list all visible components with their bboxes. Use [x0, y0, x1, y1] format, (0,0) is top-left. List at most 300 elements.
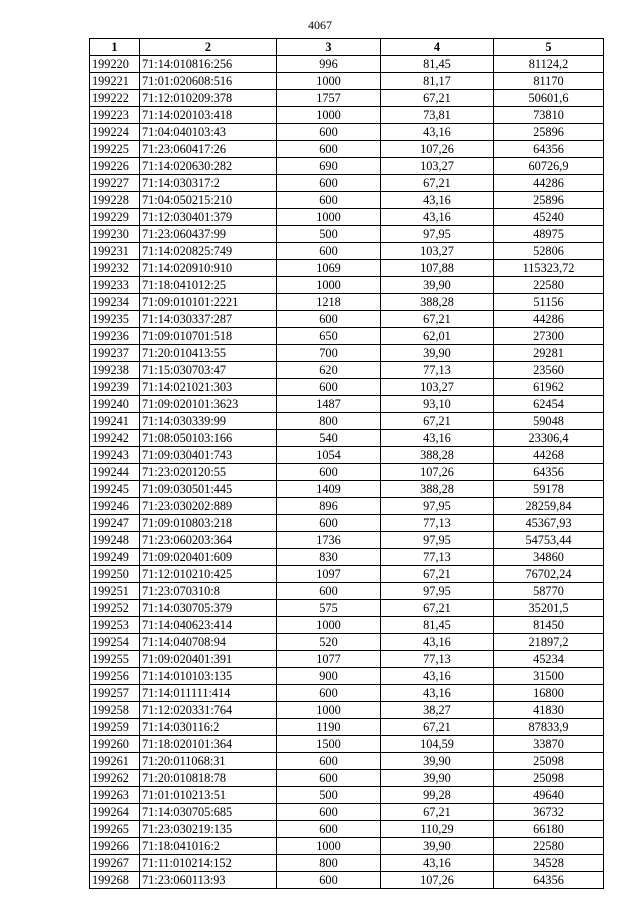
- table-row: [90, 651, 604, 668]
- total-value: 64356: [494, 141, 604, 158]
- table-row: [90, 583, 604, 600]
- area-value: 996: [277, 56, 381, 73]
- rate-value: 97,95: [381, 498, 494, 515]
- rate-value: 97,95: [381, 532, 494, 549]
- cadastral-number: 71:14:030116:2: [140, 719, 277, 736]
- area-value: 600: [277, 872, 381, 889]
- total-value: 31500: [494, 668, 604, 685]
- area-value: 800: [277, 855, 381, 872]
- area-value: 1218: [277, 294, 381, 311]
- area-value: 600: [277, 243, 381, 260]
- total-value: 48975: [494, 226, 604, 243]
- total-value: 81170: [494, 73, 604, 90]
- total-value: 45367,93: [494, 515, 604, 532]
- total-value: 61962: [494, 379, 604, 396]
- total-value: 62454: [494, 396, 604, 413]
- rate-value: 39,90: [381, 277, 494, 294]
- total-value: 50601,6: [494, 90, 604, 107]
- cadastral-number: 71:23:020120:55: [140, 464, 277, 481]
- cadastral-number: 71:14:021021:303: [140, 379, 277, 396]
- area-value: 600: [277, 804, 381, 821]
- data-table: [89, 38, 604, 889]
- rate-value: 107,88: [381, 260, 494, 277]
- row-number: 199263: [90, 787, 140, 804]
- row-number: 199232: [90, 260, 140, 277]
- row-number: 199248: [90, 532, 140, 549]
- row-number: 199254: [90, 634, 140, 651]
- total-value: 45234: [494, 651, 604, 668]
- row-number: 199244: [90, 464, 140, 481]
- area-value: 600: [277, 753, 381, 770]
- total-value: 81450: [494, 617, 604, 634]
- column-header-4: 4: [381, 39, 494, 56]
- area-value: 600: [277, 515, 381, 532]
- total-value: 58770: [494, 583, 604, 600]
- rate-value: 97,95: [381, 583, 494, 600]
- table-row: [90, 311, 604, 328]
- row-number: 199230: [90, 226, 140, 243]
- cadastral-number: 71:14:020825:749: [140, 243, 277, 260]
- rate-value: 81,45: [381, 617, 494, 634]
- rate-value: 38,27: [381, 702, 494, 719]
- table-body: [90, 56, 604, 889]
- row-number: 199253: [90, 617, 140, 634]
- cadastral-number: 71:20:010413:55: [140, 345, 277, 362]
- cadastral-number: 71:14:010103:135: [140, 668, 277, 685]
- cadastral-number: 71:14:020103:418: [140, 107, 277, 124]
- table-row: [90, 277, 604, 294]
- rate-value: 107,26: [381, 141, 494, 158]
- total-value: 44286: [494, 311, 604, 328]
- table-row: [90, 260, 604, 277]
- table-row: [90, 107, 604, 124]
- cadastral-number: 71:15:030703:47: [140, 362, 277, 379]
- table-row: [90, 685, 604, 702]
- column-header-2: 2: [140, 39, 277, 56]
- total-value: 87833,9: [494, 719, 604, 736]
- total-value: 16800: [494, 685, 604, 702]
- total-value: 27300: [494, 328, 604, 345]
- table-row: [90, 838, 604, 855]
- cadastral-number: 71:09:030501:445: [140, 481, 277, 498]
- table-row: [90, 226, 604, 243]
- cadastral-number: 71:23:030202:889: [140, 498, 277, 515]
- rate-value: 39,90: [381, 770, 494, 787]
- rate-value: 77,13: [381, 362, 494, 379]
- total-value: 25896: [494, 124, 604, 141]
- table-row: [90, 668, 604, 685]
- table-row: [90, 328, 604, 345]
- cadastral-number: 71:18:041016:2: [140, 838, 277, 855]
- total-value: 36732: [494, 804, 604, 821]
- total-value: 23560: [494, 362, 604, 379]
- row-number: 199250: [90, 566, 140, 583]
- total-value: 59178: [494, 481, 604, 498]
- area-value: 575: [277, 600, 381, 617]
- table-row: [90, 753, 604, 770]
- table-row: [90, 56, 604, 73]
- row-number: 199268: [90, 872, 140, 889]
- total-value: 28259,84: [494, 498, 604, 515]
- row-number: 199247: [90, 515, 140, 532]
- total-value: 22580: [494, 277, 604, 294]
- cadastral-number: 71:23:060203:364: [140, 532, 277, 549]
- rate-value: 110,29: [381, 821, 494, 838]
- total-value: 25896: [494, 192, 604, 209]
- row-number: 199266: [90, 838, 140, 855]
- cadastral-number: 71:14:020630:282: [140, 158, 277, 175]
- rate-value: 39,90: [381, 838, 494, 855]
- area-value: 600: [277, 821, 381, 838]
- row-number: 199229: [90, 209, 140, 226]
- area-value: 1000: [277, 702, 381, 719]
- total-value: 23306,4: [494, 430, 604, 447]
- row-number: 199252: [90, 600, 140, 617]
- row-number: 199239: [90, 379, 140, 396]
- area-value: 600: [277, 141, 381, 158]
- table-row: [90, 209, 604, 226]
- cadastral-number: 71:12:030401:379: [140, 209, 277, 226]
- table-row: [90, 515, 604, 532]
- table-row: [90, 345, 604, 362]
- rate-value: 77,13: [381, 515, 494, 532]
- rate-value: 67,21: [381, 413, 494, 430]
- rate-value: 67,21: [381, 311, 494, 328]
- table-row: [90, 413, 604, 430]
- table-row: [90, 447, 604, 464]
- area-value: 600: [277, 379, 381, 396]
- total-value: 34860: [494, 549, 604, 566]
- area-value: 830: [277, 549, 381, 566]
- cadastral-number: 71:09:010701:518: [140, 328, 277, 345]
- table-row: [90, 787, 604, 804]
- rate-value: 43,16: [381, 855, 494, 872]
- rate-value: 388,28: [381, 294, 494, 311]
- total-value: 49640: [494, 787, 604, 804]
- total-value: 66180: [494, 821, 604, 838]
- area-value: 500: [277, 787, 381, 804]
- cadastral-number: 71:14:030705:685: [140, 804, 277, 821]
- rate-value: 43,16: [381, 634, 494, 651]
- table-row: [90, 481, 604, 498]
- area-value: 600: [277, 124, 381, 141]
- area-value: 1409: [277, 481, 381, 498]
- rate-value: 39,90: [381, 345, 494, 362]
- table-row: [90, 617, 604, 634]
- row-number: 199249: [90, 549, 140, 566]
- rate-value: 67,21: [381, 90, 494, 107]
- row-number: 199225: [90, 141, 140, 158]
- table-row: [90, 634, 604, 651]
- cadastral-number: 71:09:010101:2221: [140, 294, 277, 311]
- row-number: 199226: [90, 158, 140, 175]
- rate-value: 67,21: [381, 175, 494, 192]
- table-row: [90, 158, 604, 175]
- row-number: 199236: [90, 328, 140, 345]
- table-row: [90, 362, 604, 379]
- total-value: 73810: [494, 107, 604, 124]
- cadastral-number: 71:12:010210:425: [140, 566, 277, 583]
- rate-value: 107,26: [381, 464, 494, 481]
- column-header-1: 1: [90, 39, 140, 56]
- total-value: 115323,72: [494, 260, 604, 277]
- area-value: 1487: [277, 396, 381, 413]
- total-value: 25098: [494, 770, 604, 787]
- total-value: 45240: [494, 209, 604, 226]
- rate-value: 388,28: [381, 481, 494, 498]
- rate-value: 77,13: [381, 651, 494, 668]
- row-number: 199224: [90, 124, 140, 141]
- row-number: 199234: [90, 294, 140, 311]
- cadastral-number: 71:12:010209:378: [140, 90, 277, 107]
- total-value: 21897,2: [494, 634, 604, 651]
- row-number: 199261: [90, 753, 140, 770]
- area-value: 520: [277, 634, 381, 651]
- rate-value: 103,27: [381, 379, 494, 396]
- row-number: 199265: [90, 821, 140, 838]
- area-value: 500: [277, 226, 381, 243]
- row-number: 199223: [90, 107, 140, 124]
- row-number: 199267: [90, 855, 140, 872]
- rate-value: 67,21: [381, 719, 494, 736]
- cadastral-number: 71:01:020608:516: [140, 73, 277, 90]
- area-value: 650: [277, 328, 381, 345]
- rate-value: 67,21: [381, 600, 494, 617]
- table-row: [90, 804, 604, 821]
- total-value: 60726,9: [494, 158, 604, 175]
- table-header-row: [90, 39, 604, 56]
- total-value: 25098: [494, 753, 604, 770]
- cadastral-number: 71:14:040708:94: [140, 634, 277, 651]
- row-number: 199237: [90, 345, 140, 362]
- rate-value: 107,26: [381, 872, 494, 889]
- area-value: 1000: [277, 73, 381, 90]
- cadastral-number: 71:14:030339:99: [140, 413, 277, 430]
- area-value: 1077: [277, 651, 381, 668]
- cadastral-number: 71:14:020910:910: [140, 260, 277, 277]
- table-row: [90, 600, 604, 617]
- row-number: 199220: [90, 56, 140, 73]
- table-row: [90, 532, 604, 549]
- column-header-3: 3: [277, 39, 381, 56]
- row-number: 199264: [90, 804, 140, 821]
- cadastral-number: 71:09:020101:3623: [140, 396, 277, 413]
- rate-value: 99,28: [381, 787, 494, 804]
- area-value: 1097: [277, 566, 381, 583]
- area-value: 1000: [277, 277, 381, 294]
- area-value: 1054: [277, 447, 381, 464]
- area-value: 1000: [277, 209, 381, 226]
- table-row: [90, 141, 604, 158]
- area-value: 600: [277, 770, 381, 787]
- total-value: 64356: [494, 464, 604, 481]
- table-row: [90, 73, 604, 90]
- table-row: [90, 855, 604, 872]
- row-number: 199238: [90, 362, 140, 379]
- cadastral-number: 71:14:030705:379: [140, 600, 277, 617]
- cadastral-number: 71:12:020331:764: [140, 702, 277, 719]
- rate-value: 43,16: [381, 124, 494, 141]
- rate-value: 62,01: [381, 328, 494, 345]
- area-value: 1000: [277, 838, 381, 855]
- cadastral-number: 71:09:020401:391: [140, 651, 277, 668]
- row-number: 199258: [90, 702, 140, 719]
- total-value: 41830: [494, 702, 604, 719]
- table-row: [90, 566, 604, 583]
- total-value: 54753,44: [494, 532, 604, 549]
- total-value: 35201,5: [494, 600, 604, 617]
- total-value: 29281: [494, 345, 604, 362]
- cadastral-number: 71:18:020101:364: [140, 736, 277, 753]
- total-value: 44286: [494, 175, 604, 192]
- area-value: 620: [277, 362, 381, 379]
- rate-value: 43,16: [381, 430, 494, 447]
- cadastral-number: 71:20:011068:31: [140, 753, 277, 770]
- area-value: 1000: [277, 617, 381, 634]
- total-value: 81124,2: [494, 56, 604, 73]
- row-number: 199241: [90, 413, 140, 430]
- area-value: 600: [277, 685, 381, 702]
- row-number: 199257: [90, 685, 140, 702]
- cadastral-number: 71:23:030219:135: [140, 821, 277, 838]
- table-row: [90, 872, 604, 889]
- area-value: 600: [277, 192, 381, 209]
- rate-value: 77,13: [381, 549, 494, 566]
- row-number: 199231: [90, 243, 140, 260]
- row-number: 199233: [90, 277, 140, 294]
- cadastral-number: 71:23:060113:93: [140, 872, 277, 889]
- table-row: [90, 379, 604, 396]
- column-header-5: 5: [494, 39, 604, 56]
- cadastral-number: 71:14:010816:256: [140, 56, 277, 73]
- rate-value: 93,10: [381, 396, 494, 413]
- row-number: 199240: [90, 396, 140, 413]
- table-row: [90, 736, 604, 753]
- table-row: [90, 192, 604, 209]
- table-row: [90, 549, 604, 566]
- area-value: 690: [277, 158, 381, 175]
- area-value: 1736: [277, 532, 381, 549]
- area-value: 600: [277, 175, 381, 192]
- rate-value: 81,45: [381, 56, 494, 73]
- area-value: 900: [277, 668, 381, 685]
- row-number: 199235: [90, 311, 140, 328]
- cadastral-number: 71:11:010214:152: [140, 855, 277, 872]
- row-number: 199243: [90, 447, 140, 464]
- table-row: [90, 770, 604, 787]
- rate-value: 73,81: [381, 107, 494, 124]
- rate-value: 43,16: [381, 668, 494, 685]
- area-value: 1000: [277, 107, 381, 124]
- cadastral-number: 71:09:020401:609: [140, 549, 277, 566]
- row-number: 199222: [90, 90, 140, 107]
- cadastral-number: 71:23:060417:26: [140, 141, 277, 158]
- rate-value: 43,16: [381, 685, 494, 702]
- rate-value: 103,27: [381, 243, 494, 260]
- cadastral-number: 71:04:050215:210: [140, 192, 277, 209]
- total-value: 64356: [494, 872, 604, 889]
- row-number: 199221: [90, 73, 140, 90]
- area-value: 1500: [277, 736, 381, 753]
- total-value: 44268: [494, 447, 604, 464]
- rate-value: 81,17: [381, 73, 494, 90]
- cadastral-number: 71:14:011111:414: [140, 685, 277, 702]
- rate-value: 43,16: [381, 192, 494, 209]
- row-number: 199245: [90, 481, 140, 498]
- cadastral-number: 71:01:010213:51: [140, 787, 277, 804]
- page-number: 4067: [308, 18, 332, 32]
- table-row: [90, 719, 604, 736]
- total-value: 76702,24: [494, 566, 604, 583]
- rate-value: 39,90: [381, 753, 494, 770]
- cadastral-number: 71:04:040103:43: [140, 124, 277, 141]
- rate-value: 97,95: [381, 226, 494, 243]
- cadastral-number: 71:14:030337:287: [140, 311, 277, 328]
- cadastral-number: 71:14:040623:414: [140, 617, 277, 634]
- area-value: 600: [277, 311, 381, 328]
- area-value: 540: [277, 430, 381, 447]
- cadastral-number: 71:08:050103:166: [140, 430, 277, 447]
- table-row: [90, 90, 604, 107]
- cadastral-number: 71:20:010818:78: [140, 770, 277, 787]
- table-row: [90, 702, 604, 719]
- cadastral-number: 71:09:030401:743: [140, 447, 277, 464]
- total-value: 52806: [494, 243, 604, 260]
- area-value: 600: [277, 583, 381, 600]
- area-value: 1190: [277, 719, 381, 736]
- row-number: 199227: [90, 175, 140, 192]
- total-value: 59048: [494, 413, 604, 430]
- row-number: 199251: [90, 583, 140, 600]
- rate-value: 43,16: [381, 209, 494, 226]
- area-value: 600: [277, 464, 381, 481]
- area-value: 1069: [277, 260, 381, 277]
- total-value: 34528: [494, 855, 604, 872]
- rate-value: 67,21: [381, 566, 494, 583]
- row-number: 199259: [90, 719, 140, 736]
- row-number: 199255: [90, 651, 140, 668]
- rate-value: 103,27: [381, 158, 494, 175]
- table-row: [90, 430, 604, 447]
- row-number: 199246: [90, 498, 140, 515]
- cadastral-number: 71:18:041012:25: [140, 277, 277, 294]
- cadastral-number: 71:09:010803:218: [140, 515, 277, 532]
- row-number: 199262: [90, 770, 140, 787]
- table-row: [90, 124, 604, 141]
- table-row: [90, 821, 604, 838]
- table-row: [90, 396, 604, 413]
- cadastral-number: 71:14:030317:2: [140, 175, 277, 192]
- area-value: 896: [277, 498, 381, 515]
- row-number: 199256: [90, 668, 140, 685]
- total-value: 33870: [494, 736, 604, 753]
- table-row: [90, 464, 604, 481]
- cadastral-number: 71:23:060437:99: [140, 226, 277, 243]
- rate-value: 67,21: [381, 804, 494, 821]
- total-value: 51156: [494, 294, 604, 311]
- total-value: 22580: [494, 838, 604, 855]
- row-number: 199242: [90, 430, 140, 447]
- area-value: 700: [277, 345, 381, 362]
- row-number: 199228: [90, 192, 140, 209]
- cadastral-number: 71:23:070310:8: [140, 583, 277, 600]
- table-row: [90, 294, 604, 311]
- table-row: [90, 175, 604, 192]
- table-row: [90, 243, 604, 260]
- table-row: [90, 498, 604, 515]
- area-value: 1757: [277, 90, 381, 107]
- area-value: 800: [277, 413, 381, 430]
